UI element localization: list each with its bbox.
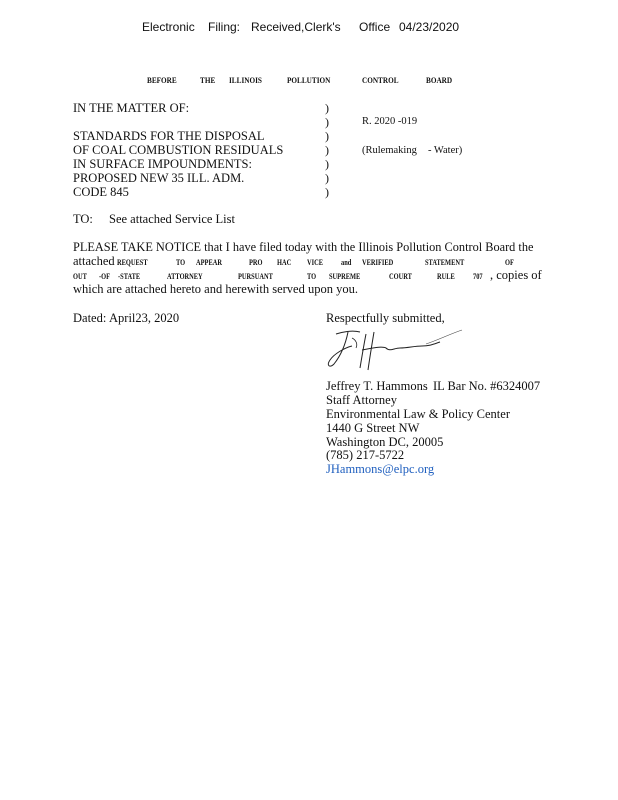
doc-title-word: COURT (389, 272, 412, 281)
doc-title-word: TO (307, 272, 317, 281)
caption-paren: ) (325, 185, 329, 199)
dated-label: Dated: (73, 311, 107, 325)
caption-paren: ) (325, 143, 329, 157)
doc-title-word: RULE (437, 272, 455, 281)
rulemaking-water: - Water) (428, 145, 463, 156)
signer-name: Jeffrey T. Hammons (326, 379, 428, 393)
notice-line-1: PLEASE TAKE NOTICE that I have filed today with the Illinois Pollution Control Board the (73, 240, 534, 254)
doc-title-word: -OF (99, 272, 111, 281)
doc-title-word: PURSUANT (238, 272, 273, 281)
court-word: POLLUTION (287, 75, 331, 85)
respectfully-submitted: Respectfully submitted, (326, 311, 445, 325)
doc-title-word: VICE (307, 258, 324, 267)
notice-line-3: which are attached hereto and herewith served upon you. (73, 282, 358, 296)
caption-paren: ) (325, 101, 329, 115)
doc-title-word: -STATE (118, 272, 141, 281)
caption-paren: ) (325, 157, 329, 171)
doc-title-word: HAC (277, 258, 292, 267)
signer-email-link[interactable]: JHammons@elpc.org (326, 462, 435, 476)
header-office: Office (359, 20, 391, 34)
signer-organization: Environmental Law & Policy Center (326, 407, 510, 421)
doc-title-word: OF (505, 258, 514, 267)
caption-line: STANDARDS FOR THE DISPOSAL (73, 129, 265, 143)
doc-title-word: TO (176, 258, 186, 267)
court-word: BEFORE (147, 75, 177, 85)
doc-title-word: ATTORNEY (167, 272, 203, 281)
caption-paren: ) (325, 115, 329, 129)
notice-copies: , copies of (490, 268, 542, 282)
dated-value: April23, 2020 (109, 311, 180, 325)
notice-attached: attached (73, 254, 115, 268)
court-word: CONTROL (362, 75, 399, 85)
caption-line: OF COAL COMBUSTION RESIDUALS (73, 143, 284, 157)
header-date: 04/23/2020 (399, 20, 460, 34)
header-filing: Filing: (208, 20, 241, 34)
caption-paren: ) (325, 129, 329, 143)
caption-line: IN SURFACE IMPOUNDMENTS: (73, 157, 252, 171)
doc-title-word: PRO (249, 258, 263, 267)
header-electronic: Electronic (142, 20, 195, 34)
signer-city: Washington DC, 20005 (326, 435, 444, 449)
court-word: BOARD (426, 75, 453, 85)
caption-matter: IN THE MATTER OF: (73, 101, 190, 115)
doc-title-word: REQUEST (117, 258, 148, 267)
court-word: ILLINOIS (229, 75, 262, 85)
to-label: TO: (73, 212, 93, 226)
signer-bar-number: IL Bar No. #6324007 (433, 379, 541, 393)
signer-phone: (785) 217-5722 (326, 448, 405, 462)
caption-line: PROPOSED NEW 35 ILL. ADM. (73, 171, 245, 185)
doc-title-word: and (341, 258, 352, 267)
doc-title-word: APPEAR (196, 258, 222, 267)
signature-image (322, 326, 467, 376)
doc-title-word: VERIFIED (362, 258, 394, 267)
doc-title-word: STATEMENT (425, 258, 465, 267)
doc-title-word: OUT (73, 272, 87, 281)
signer-title: Staff Attorney (326, 393, 397, 407)
caption-paren: ) (325, 171, 329, 185)
rulemaking-label: (Rulemaking (362, 145, 417, 156)
header-received: Received,Clerk's (251, 20, 341, 34)
court-word: THE (200, 75, 216, 85)
to-value: See attached Service List (109, 212, 235, 226)
caption-line: CODE 845 (73, 185, 129, 199)
doc-title-word: SUPREME (329, 272, 361, 281)
case-number: R. 2020 -019 (362, 116, 418, 127)
doc-title-word: 707 (473, 272, 483, 281)
signer-street: 1440 G Street NW (326, 421, 420, 435)
